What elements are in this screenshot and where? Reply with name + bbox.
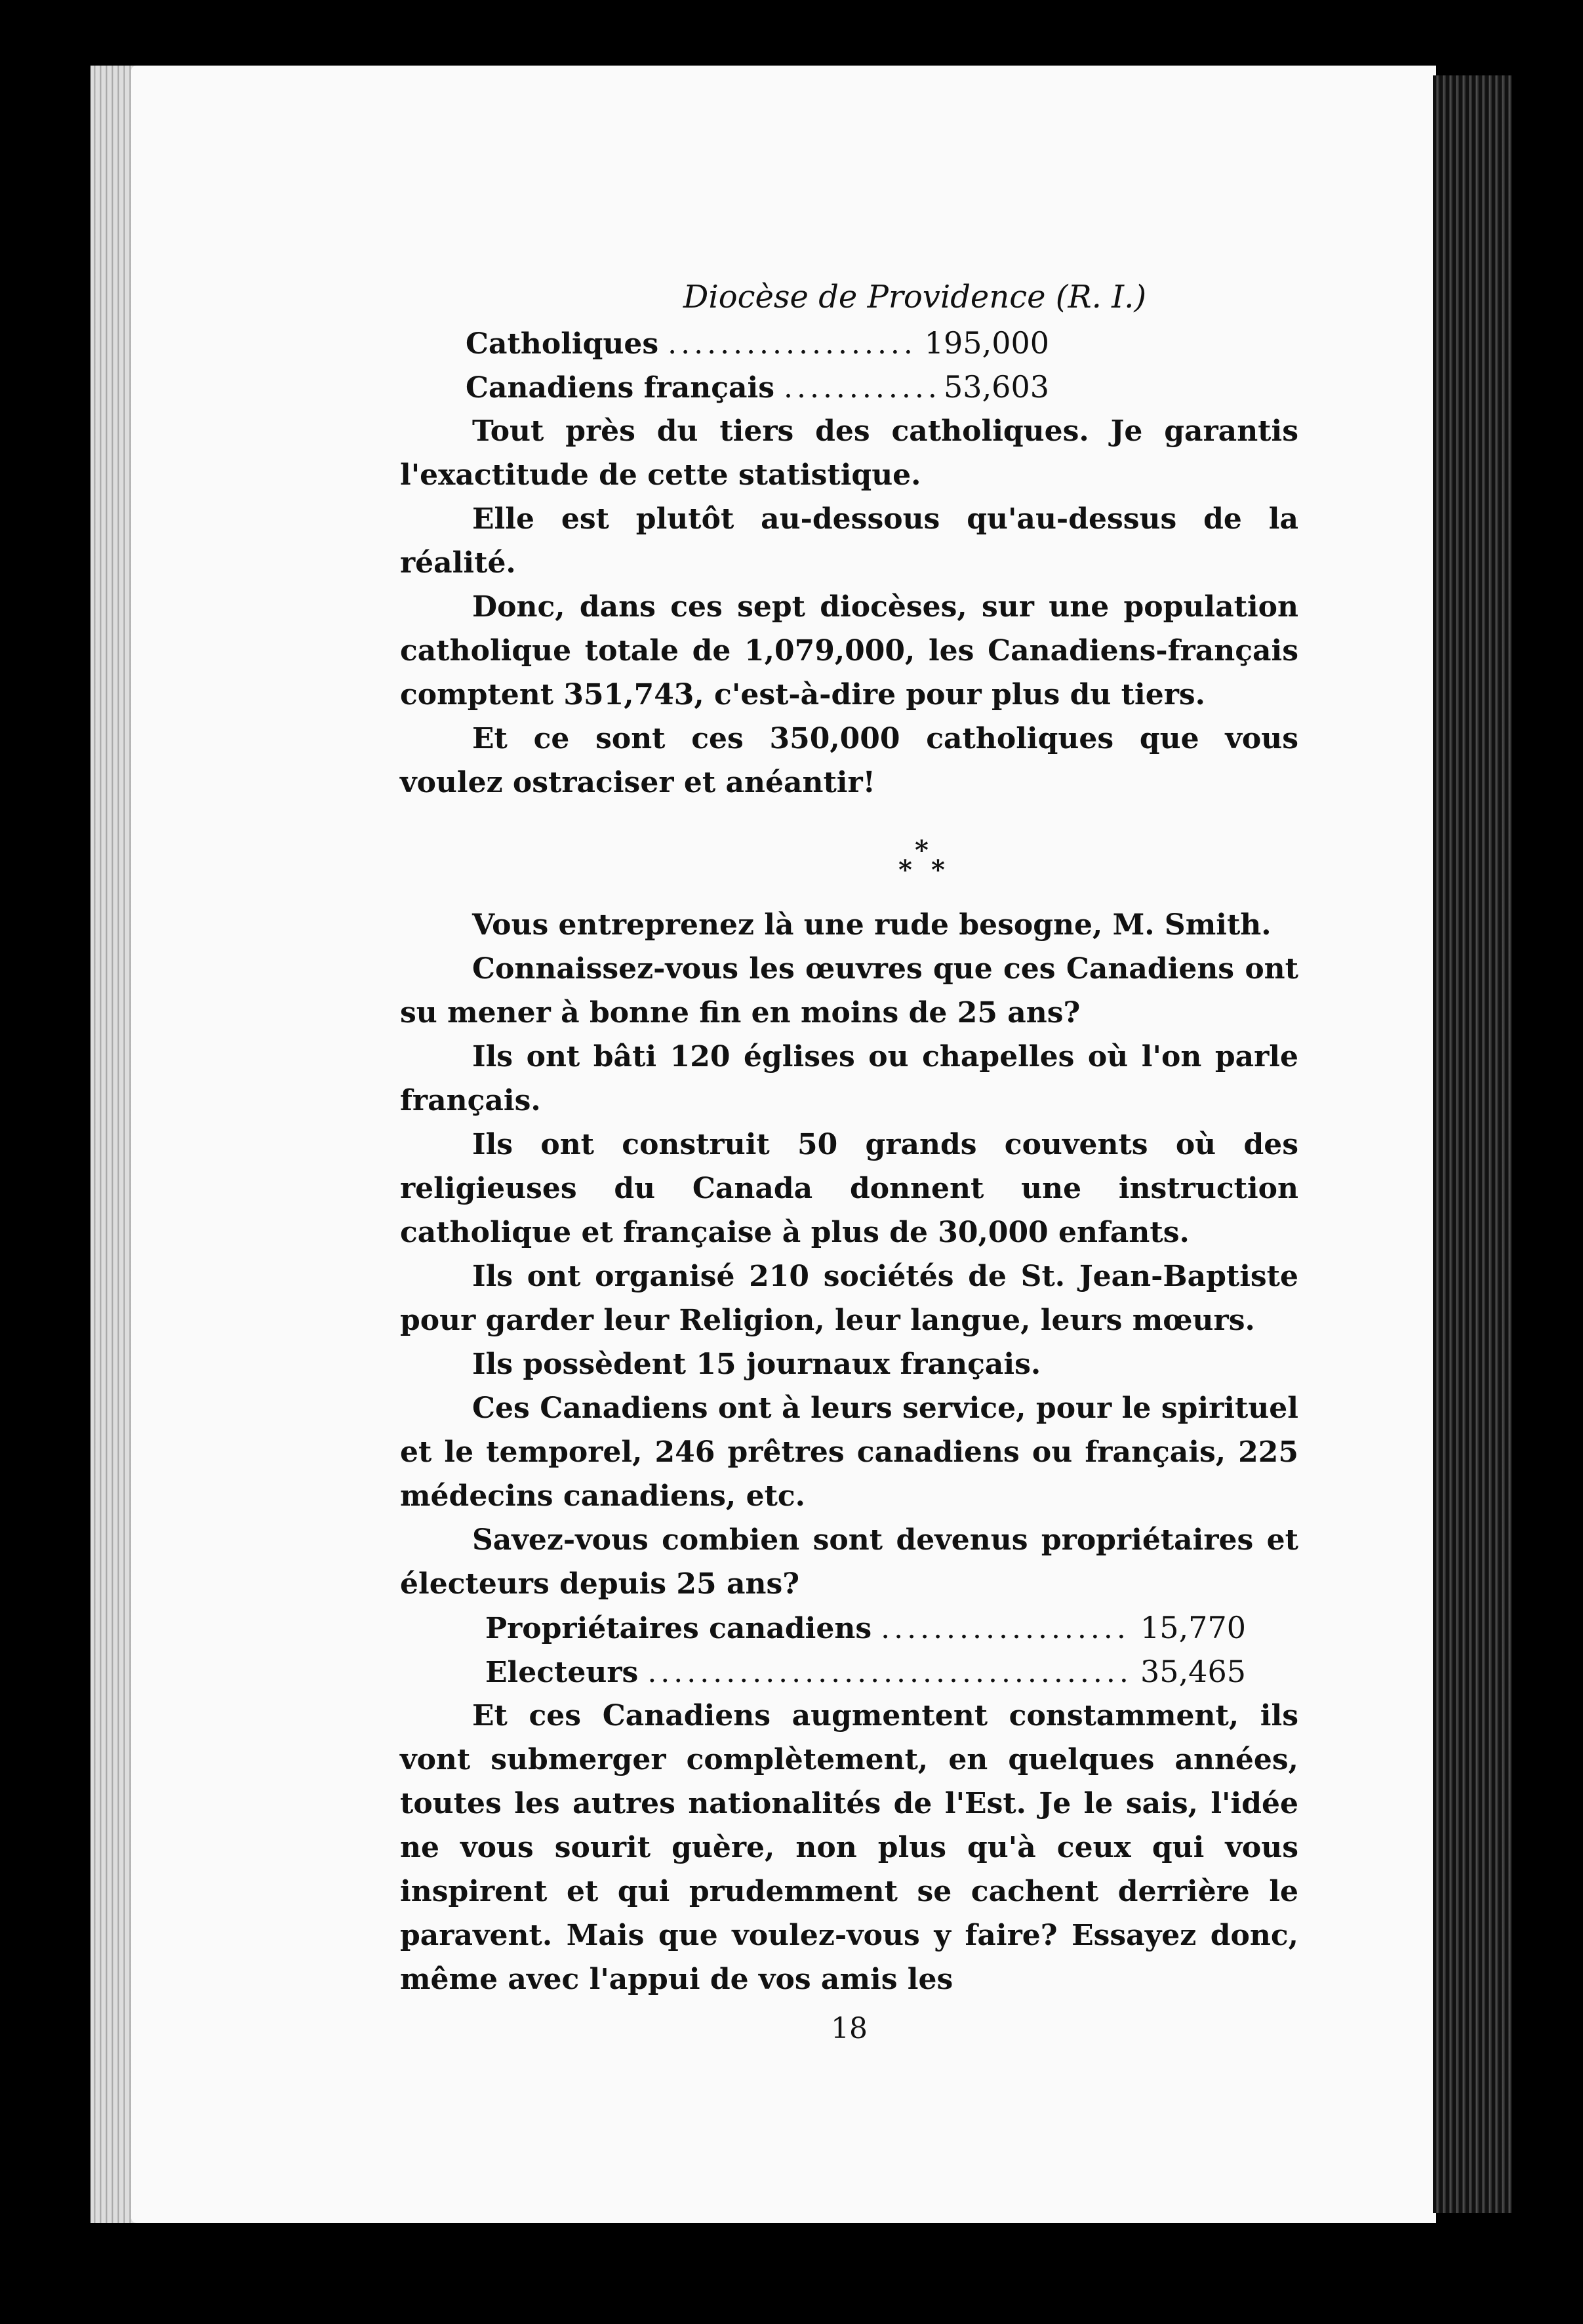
paragraph: Ils possèdent 15 journaux français. [472, 1348, 1041, 1381]
dot-leader [647, 1651, 1131, 1694]
paragraph: Et ces Canadiens augmentent constamment, ils vont submerger complètement, en quelques années, toutes les autres nationalités de l'Est. Je le sais, l'idée ne vous sourit guère, non plus qu'à ceux qui vous inspirent et qui prudemment se cachent derrière le paravent. Mais que voulez-vous y faire? Essayez donc, même avec l'appui de vos amis les [400, 1699, 1298, 1996]
paragraph: Connaissez-vous les œuvres que ces Canadiens ont su mener à bonne fin en moins de 25 ans? [400, 952, 1298, 1030]
stat-label: Propriétaires canadiens [485, 1612, 872, 1645]
page-edge-right [1433, 75, 1512, 2213]
paragraph: Et ce sont ces 350,000 catholiques que vous voulez ostraciser et anéantir! [400, 722, 1298, 799]
asterism-divider [531, 805, 1298, 903]
paragraph: Savez-vous combien sont devenus propriétaires et électeurs depuis 25 ans? [400, 1523, 1298, 1601]
paragraph: Ils ont construit 50 grands couvents où des religieuses du Canada donnent une instruction catholique et française à plus de 30,000 enfants. [400, 1128, 1298, 1249]
paragraph: Tout près du tiers des catholiques. Je garantis l'exactitude de cette statistique. [400, 414, 1298, 492]
stats-table-top [400, 321, 1298, 409]
dot-leader [881, 1607, 1131, 1651]
paragraph: Ils ont bâti 120 églises ou chapelles où l'on parle français. [400, 1040, 1298, 1117]
stat-label: Electeurs [485, 1656, 639, 1689]
stat-value: 195,000 [924, 325, 1049, 361]
paragraph: Vous entreprenez là une rude besogne, M. Smith. [472, 908, 1272, 942]
stat-value: 35,465 [1140, 1654, 1246, 1689]
paragraph: Donc, dans ces sept diocèses, sur une population catholique totale de 1,079,000, les Canadiens-français comptent 351,743, c'est-à-dire pour plus du tiers. [400, 590, 1298, 711]
paragraph: Ces Canadiens ont à leurs service, pour le spirituel et le temporel, 246 prêtres canadiens ou français, 225 médecins canadiens, etc. [400, 1392, 1298, 1513]
dot-leader [784, 366, 934, 410]
dot-leader [668, 322, 915, 366]
asterism-star: * [931, 854, 945, 885]
stats-table-bottom [400, 1606, 1298, 1694]
stat-value: 53,603 [944, 369, 1049, 405]
paragraph: Elle est plutôt au-dessous qu'au-dessus de la réalité. [400, 502, 1298, 580]
paragraph: Ils ont organisé 210 sociétés de St. Jean-Baptiste pour garder leur Religion, leur langue, leurs mœurs. [400, 1260, 1298, 1337]
page-number: 18 [831, 2012, 868, 2045]
diocese-heading: Diocèse de Providence (R. I.) [683, 279, 1147, 315]
page-text [400, 275, 1298, 2051]
stat-label: Canadiens français [466, 371, 774, 405]
stat-row [485, 1650, 1246, 1694]
stat-value: 15,770 [1140, 1610, 1246, 1645]
stat-row [485, 1606, 1246, 1650]
asterism-star: * [898, 854, 912, 885]
stat-label: Catholiques [466, 327, 659, 361]
stat-row [466, 321, 1049, 365]
stat-row [466, 365, 1049, 409]
asterism-star: * [915, 835, 929, 866]
